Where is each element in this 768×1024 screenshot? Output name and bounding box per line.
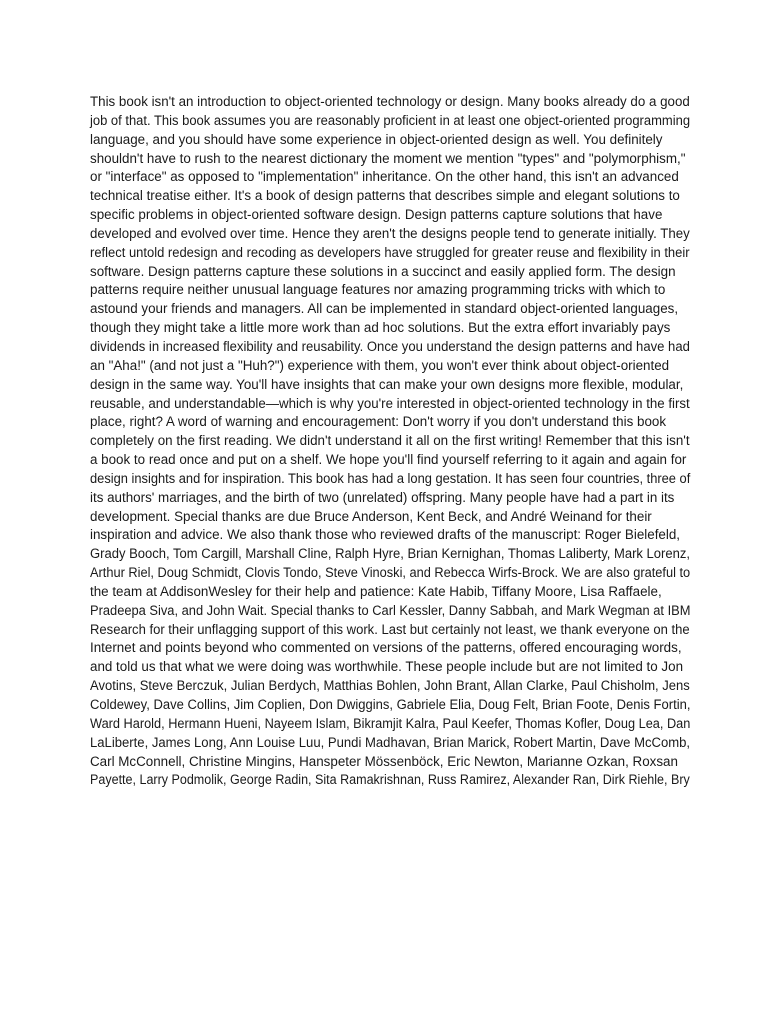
text-line: Internet and points beyond who commented on versions of the patterns, offered encouraging words,	[90, 640, 682, 656]
text-line: inspiration and advice. We also thank those who reviewed drafts of the manuscript: Roger Bielefeld,	[90, 527, 681, 543]
text-line: dividends in increased flexibility and reusability. Once you understand the design patterns and have had	[90, 338, 690, 354]
text-line: reusable, and understandable—which is why you're interested in object-oriented technology in the first	[90, 395, 690, 411]
text-line: place, right? A word of warning and encouragement: Don't worry if you don't understand this book	[90, 414, 667, 430]
text-line: specific problems in object-oriented software design. Design patterns capture solutions that have	[90, 207, 663, 223]
text-line: reflect untold redesign and recoding as developers have struggled for greater reuse and flexibility in their	[90, 244, 690, 260]
text-line: an "Aha!" (and not just a "Huh?") experience with them, you won't ever think about object-oriented	[90, 357, 670, 373]
text-line: Payette, Larry Podmolik, George Radin, Sita Ramakrishnan, Russ Ramirez, Alexander Ran, Dirk Riehle, Bry	[90, 772, 690, 788]
text-line: technical treatise either. It's a book of design patterns that describes simple and elegant solutions to	[90, 188, 680, 204]
text-line: completely on the first reading. We didn't understand it all on the first writing! Remember that this isn't	[90, 433, 690, 449]
text-line: a book to read once and put on a shelf. We hope you'll find yourself referring to it again and again for	[90, 452, 687, 468]
text-line: development. Special thanks are due Bruce Anderson, Kent Beck, and André Weinand for their	[90, 508, 652, 524]
text-line: design insights and for inspiration. This book has had a long gestation. It has seen four countries, three of	[90, 470, 691, 486]
text-line: Coldewey, Dave Collins, Jim Coplien, Don Dwiggins, Gabriele Elia, Doug Felt, Brian Foote, Denis Fortin,	[90, 697, 691, 712]
text-line: Grady Booch, Tom Cargill, Marshall Cline, Ralph Hyre, Brian Kernighan, Thomas Laliberty, Mark Lorenz,	[90, 546, 690, 562]
text-line: Ward Harold, Hermann Hueni, Nayeem Islam, Bikramjit Kalra, Paul Keefer, Thomas Kofler, Doug Lea, Dan	[90, 715, 691, 731]
body-paragraph	[90, 93, 690, 790]
text-line: developed and evolved over time. Hence they aren't the designs people tend to generate initially. They	[90, 225, 690, 241]
text-line: language, and you should have some experience in object-oriented design as well. You definitely	[90, 131, 663, 147]
text-line: Arthur Riel, Doug Schmidt, Clovis Tondo, Steve Vinoski, and Rebecca Wirfs-Brock. We are also grateful to	[90, 565, 691, 581]
text-line: the team at AddisonWesley for their help and patience: Kate Habib, Tiffany Moore, Lisa Raffaele,	[90, 583, 662, 599]
text-line: astound your friends and managers. All can be implemented in standard object-oriented languages,	[90, 301, 679, 317]
text-line: Pradeepa Siva, and John Wait. Special thanks to Carl Kessler, Danny Sabbah, and Mark Wegman at IBM	[90, 602, 691, 618]
text-line: job of that. This book assumes you are reasonably proficient in at least one object-oriented programming	[90, 112, 691, 128]
text-line: This book isn't an introduction to object-oriented technology or design. Many books already do a good	[90, 94, 690, 109]
text-line: though they might take a little more work than ad hoc solutions. But the extra effort invariably pays	[90, 320, 671, 336]
text-line: or "interface" as opposed to "implementation" inheritance. On the other hand, this isn't an advanced	[90, 169, 679, 185]
text-line: LaLiberte, James Long, Ann Louise Luu, Pundi Madhavan, Brian Marick, Robert Martin, Dave McComb,	[90, 734, 691, 750]
text-line: Research for their unflagging support of this work. Last but certainly not least, we thank everyone on the	[90, 621, 690, 637]
text-line: patterns require neither unusual language features nor amazing programming tricks with which to	[90, 282, 666, 298]
text-line: Carl McConnell, Christine Mingins, Hanspeter Mössenböck, Eric Newton, Marianne Ozkan, Roxsan	[90, 753, 678, 769]
text-line: design in the same way. You'll have insights that can make your own designs more flexible, modular,	[90, 376, 684, 392]
text-line: shouldn't have to rush to the nearest dictionary the moment we mention "types" and "polymorphism,"	[90, 150, 686, 166]
text-line: and told us that what we were doing was worthwhile. These people include but are not limited to Jon	[90, 659, 684, 675]
text-line: software. Design patterns capture these solutions in a succinct and easily applied form. The design	[90, 263, 676, 279]
text-line: Avotins, Steve Berczuk, Julian Berdych, Matthias Bohlen, John Brant, Allan Clarke, Paul Chisholm, Jens	[90, 678, 690, 694]
text-line: its authors' marriages, and the birth of two (unrelated) offspring. Many people have had a part in its	[90, 489, 675, 505]
